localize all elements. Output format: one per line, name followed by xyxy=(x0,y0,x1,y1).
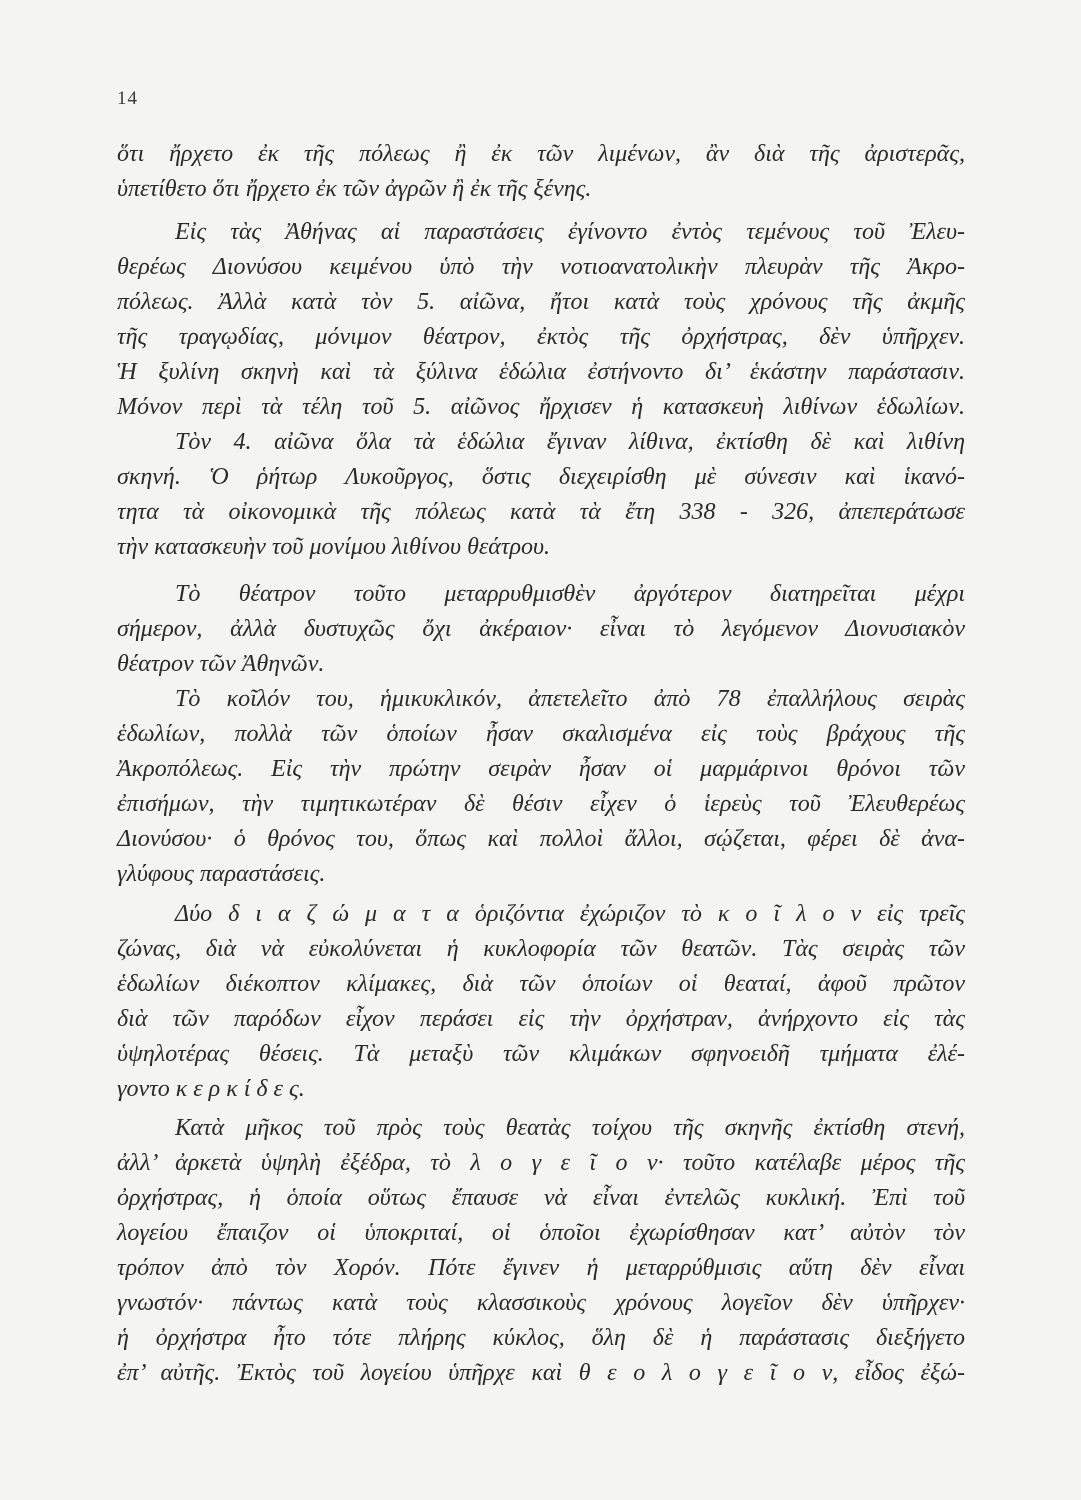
text-line: ἡ ὀρχήστρα ἦτο τότε πλήρης κύκλος, ὅλη δὲ ἡ παράστασις διεξήγετο xyxy=(117,1325,965,1351)
text-line: τὴν κατασκευὴν τοῦ μονίμου λιθίνου θεάτρου. xyxy=(117,534,551,560)
text-line: γοντο κ ε ρ κ ί δ ε ς. xyxy=(117,1076,305,1102)
text-line: Διονύσου· ὁ θρόνος του, ὅπως καὶ πολλοὶ ἄλλοι, σῴζεται, φέρει δὲ ἀνα- xyxy=(117,826,965,852)
text-line: τητα τὰ οἰκονομικὰ τῆς πόλεως κατὰ τὰ ἔτη 338 - 326, ἀπεπεράτωσε xyxy=(117,499,965,525)
text-line: ὀρχήστρας, ἡ ὁποία οὕτως ἔπαυσε νὰ εἶναι ἐντελῶς κυκλική. Ἐπὶ τοῦ xyxy=(117,1185,965,1211)
text-line: σκηνή. Ὁ ῥήτωρ Λυκοῦργος, ὅστις διεχειρίσθη μὲ σύνεσιν καὶ ἱκανό- xyxy=(117,464,965,490)
text-line: ἀλλ’ ἀρκετὰ ὑψηλὴ ἐξέδρα, τὸ λ ο γ ε ῖ ο ν· τοῦτο κατέλαβε μέρος τῆς xyxy=(117,1150,965,1176)
text-line: ὑψηλοτέρας θέσεις. Τὰ μεταξὺ τῶν κλιμάκων σφηνοειδῆ τμήματα ἐλέ- xyxy=(117,1041,965,1067)
paragraph xyxy=(117,897,965,1107)
paragraph xyxy=(117,1111,965,1391)
text-line: τρόπον ἀπὸ τὸν Χορόν. Πότε ἔγινεν ἡ μεταρρύθμισις αὕτη δὲν εἶναι xyxy=(117,1255,965,1281)
text-line: Τὸν 4. αἰῶνα ὅλα τὰ ἑδώλια ἔγιναν λίθινα, ἐκτίσθη δὲ καὶ λιθίνη xyxy=(175,429,965,455)
text-line: Μόνον περὶ τὰ τέλη τοῦ 5. αἰῶνος ἤρχισεν ἡ κατασκευὴ λιθίνων ἑδωλίων. xyxy=(117,394,965,420)
text-line: διὰ τῶν παρόδων εἶχον περάσει εἰς τὴν ὀρχήστραν, ἀνήρχοντο εἰς τὰς xyxy=(117,1006,965,1032)
text-line: Τὸ κοῖλόν του, ἡμικυκλικόν, ἀπετελεῖτο ἀπὸ 78 ἐπαλλήλους σειρὰς xyxy=(175,686,965,712)
text-line: ὅτι ἤρχετο ἐκ τῆς πόλεως ἢ ἐκ τῶν λιμένων, ἂν διὰ τῆς ἀριστερᾶς, xyxy=(117,141,965,167)
text-line: πόλεως. Ἀλλὰ κατὰ τὸν 5. αἰῶνα, ἤτοι κατὰ τοὺς χρόνους τῆς ἀκμῆς xyxy=(117,289,965,315)
body-text xyxy=(117,137,965,1391)
text-line: τῆς τραγῳδίας, μόνιμον θέατρον, ἐκτὸς τῆς ὀρχήστρας, δὲν ὑπῆρχεν. xyxy=(117,324,965,350)
text-line: λογείου ἔπαιζον οἱ ὑποκριταί, οἱ ὁποῖοι ἐχωρίσθησαν κατ’ αὐτὸν τὸν xyxy=(117,1220,965,1246)
text-line: Δύο δ ι α ζ ώ μ α τ α ὁριζόντια ἐχώριζον τὸ κ ο ῖ λ ο ν εἰς τρεῖς xyxy=(175,901,965,927)
text-line: γλύφους παραστάσεις. xyxy=(117,861,326,887)
text-line: ὑπετίθετο ὅτι ἤρχετο ἐκ τῶν ἀγρῶν ἢ ἐκ τῆς ξένης. xyxy=(117,176,592,202)
text-line: ἑδωλίων, πολλὰ τῶν ὁποίων ἦσαν σκαλισμένα εἰς τοὺς βράχους τῆς xyxy=(117,721,965,747)
paragraph xyxy=(117,577,965,682)
paragraph xyxy=(117,425,965,565)
text-line: γνωστόν· πάντως κατὰ τοὺς κλασσικοὺς χρόνους λογεῖον δὲν ὑπῆρχεν· xyxy=(117,1290,965,1316)
text-line: θερέως Διονύσου κειμένου ὑπὸ τὴν νοτιοανατολικὴν πλευρὰν τῆς Ἀκρο- xyxy=(117,254,965,280)
page-number: 14 xyxy=(117,88,138,109)
text-line: Ἡ ξυλίνη σκηνὴ καὶ τὰ ξύλινα ἑδώλια ἐστήνοντο δι’ ἑκάστην παράστασιν. xyxy=(117,359,965,385)
text-line: ἑδωλίων διέκοπτον κλίμακες, διὰ τῶν ὁποίων οἱ θεαταί, ἀφοῦ πρῶτον xyxy=(117,971,965,997)
text-line: Ἀκροπόλεως. Εἰς τὴν πρώτην σειρὰν ἦσαν οἱ μαρμάρινοι θρόνοι τῶν xyxy=(117,756,965,782)
text-line: Τὸ θέατρον τοῦτο μεταρρυθμισθὲν ἀργότερον διατηρεῖται μέχρι xyxy=(175,581,965,607)
text-line: σήμερον, ἀλλὰ δυστυχῶς ὄχι ἀκέραιον· εἶναι τὸ λεγόμενον Διονυσιακὸν xyxy=(117,616,965,642)
text-line: ἐπισήμων, τὴν τιμητικωτέραν δὲ θέσιν εἶχεν ὁ ἱερεὺς τοῦ Ἐλευθερέως xyxy=(117,791,965,817)
text-line: ζώνας, διὰ νὰ εὐκολύνεται ἡ κυκλοφορία τῶν θεατῶν. Τὰς σειρὰς τῶν xyxy=(117,936,965,962)
paragraph xyxy=(117,215,965,425)
text-line: Εἰς τὰς Ἀθήνας αἱ παραστάσεις ἐγίνοντο ἐντὸς τεμένους τοῦ Ἐλευ- xyxy=(175,219,965,245)
text-line: θέατρον τῶν Ἀθηνῶν. xyxy=(117,651,325,677)
paragraph xyxy=(117,137,965,207)
text-line: Κατὰ μῆκος τοῦ πρὸς τοὺς θεατὰς τοίχου τῆς σκηνῆς ἐκτίσθη στενή, xyxy=(175,1115,965,1141)
text-line: ἐπ’ αὐτῆς. Ἐκτὸς τοῦ λογείου ὑπῆρχε καὶ θ ε ο λ ο γ ε ῖ ο ν, εἶδος ἐξώ- xyxy=(117,1360,965,1386)
paragraph xyxy=(117,682,965,892)
